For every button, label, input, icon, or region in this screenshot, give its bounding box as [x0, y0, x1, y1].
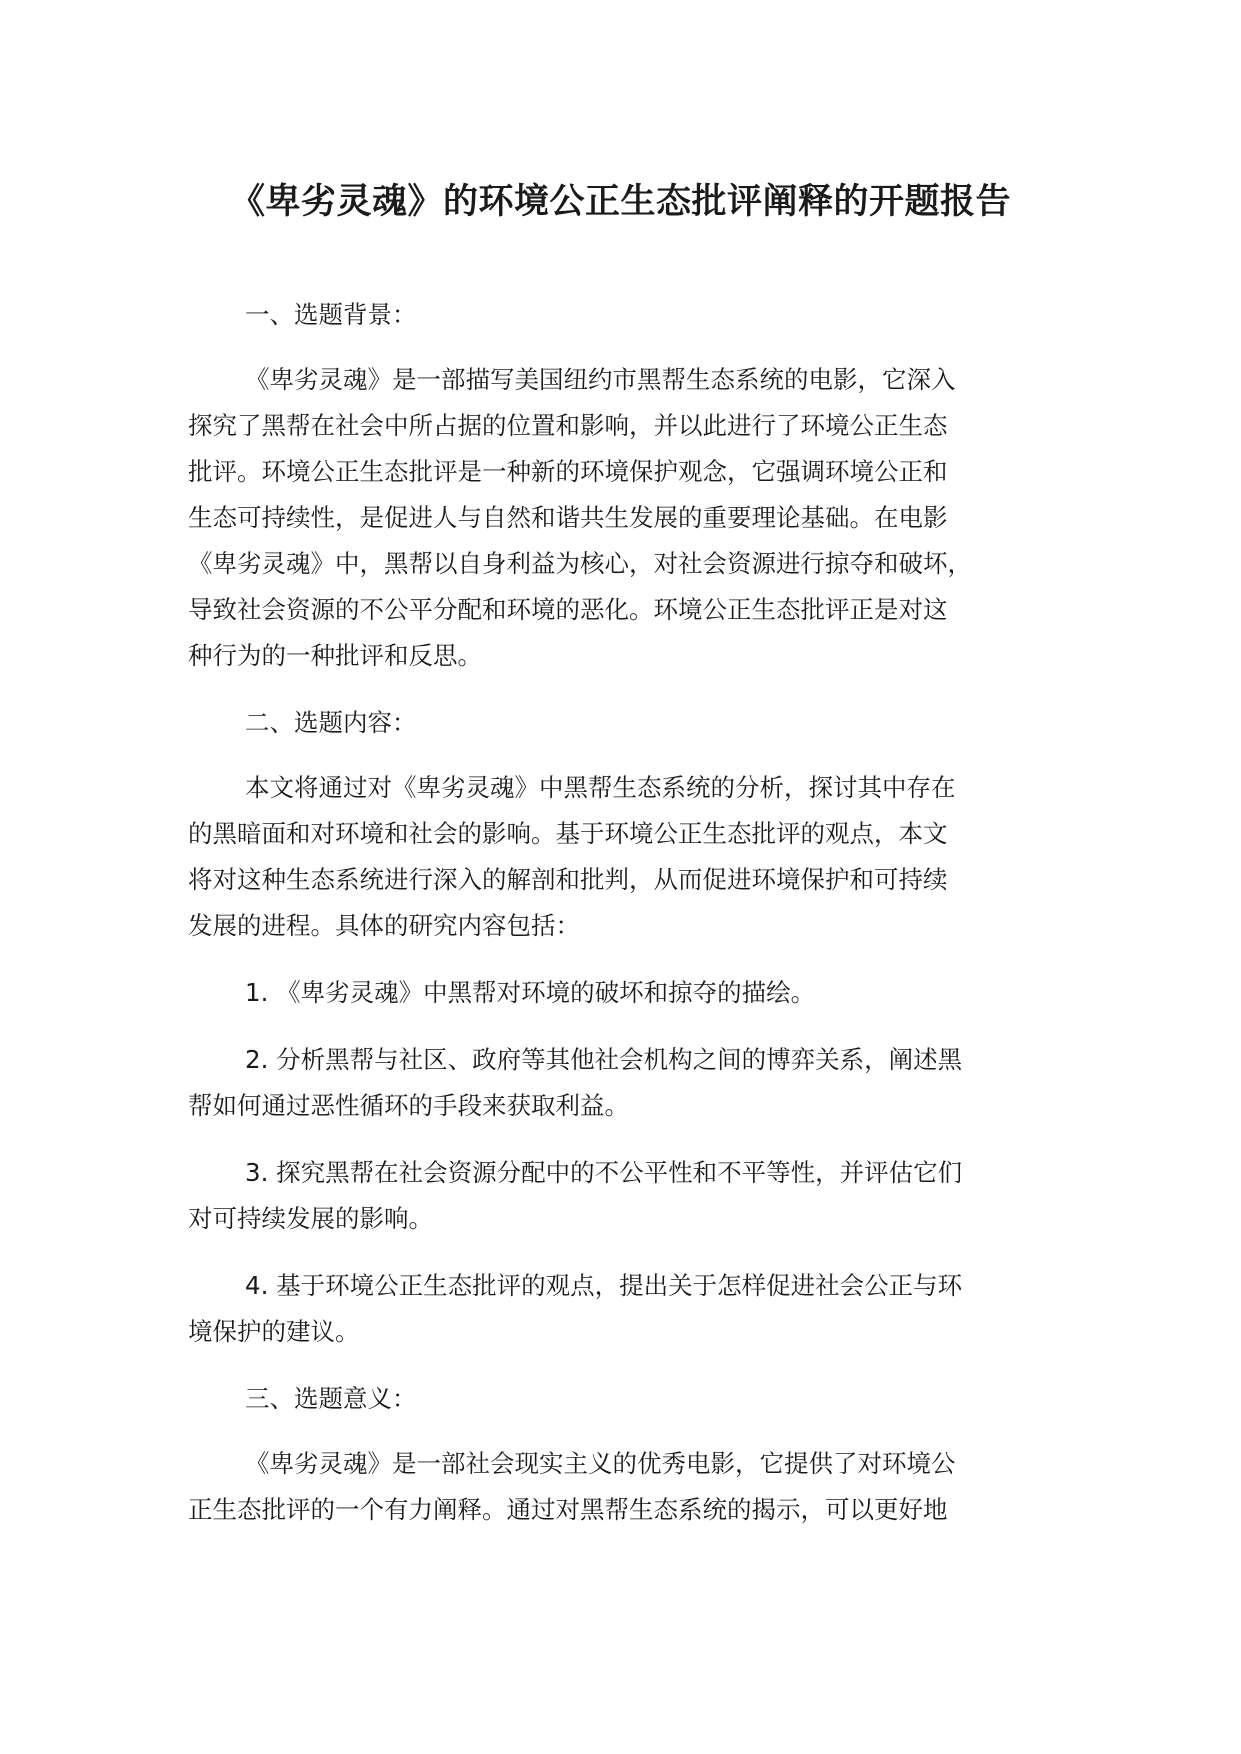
- paragraph-line: 批评。环境公正生态批评是一种新的环境保护观念，它强调环境公正和: [188, 457, 948, 486]
- document-title: 《卑劣灵魂》的环境公正生态批评阐释的开题报告: [229, 182, 1011, 222]
- paragraph-line: 种行为的一种批评和反思。: [188, 641, 482, 670]
- paragraph-line: 2. 分析黑帮与社区、政府等其他社会机构之间的博弈关系，阐述黑: [245, 1045, 963, 1074]
- section-heading-significance: 三、选题意义：: [245, 1384, 417, 1413]
- list-item-4: [188, 1263, 1054, 1355]
- document-body: [188, 292, 1054, 1533]
- paragraph-content-intro: [188, 765, 1054, 949]
- paragraph-line: 《卑劣灵魂》是一部社会现实主义的优秀电影，它提供了对环境公: [245, 1449, 956, 1478]
- paragraph-line: 境保护的建议。: [188, 1317, 360, 1346]
- paragraph-significance: [188, 1441, 1054, 1533]
- list-item-1: [188, 970, 1054, 1016]
- paragraph-line: 3. 探究黑帮在社会资源分配中的不公平性和不平等性，并评估它们: [245, 1158, 963, 1187]
- paragraph-line: 探究了黑帮在社会中所占据的位置和影响，并以此进行了环境公正生态: [188, 411, 948, 440]
- section-heading-background: 一、选题背景：: [245, 300, 417, 329]
- paragraph-line: 帮如何通过恶性循环的手段来获取利益。: [188, 1091, 629, 1120]
- list-item-3: [188, 1150, 1054, 1242]
- paragraph-line: 《卑劣灵魂》中，黑帮以自身利益为核心，对社会资源进行掠夺和破坏，: [188, 549, 972, 578]
- paragraph-line: 本文将通过对《卑劣灵魂》中黑帮生态系统的分析，探讨其中存在: [245, 773, 956, 802]
- list-item-2: [188, 1037, 1054, 1129]
- paragraph-line: 《卑劣灵魂》是一部描写美国纽约市黑帮生态系统的电影，它深入: [245, 365, 956, 394]
- paragraph-line: 1. 《卑劣灵魂》中黑帮对环境的破坏和掠夺的描绘。: [245, 978, 816, 1007]
- paragraph-background: [188, 357, 1054, 679]
- paragraph-line: 的黑暗面和对环境和社会的影响。基于环境公正生态批评的观点，本文: [188, 819, 948, 848]
- paragraph-line: 导致社会资源的不公平分配和环境的恶化。环境公正生态批评正是对这: [188, 595, 948, 624]
- paragraph-line: 正生态批评的一个有力阐释。通过对黑帮生态系统的揭示，可以更好地: [188, 1495, 948, 1524]
- paragraph-line: 生态可持续性，是促进人与自然和谐共生发展的重要理论基础。在电影: [188, 503, 948, 532]
- paragraph-line: 对可持续发展的影响。: [188, 1204, 433, 1233]
- paragraph-line: 发展的进程。具体的研究内容包括：: [188, 911, 580, 940]
- paragraph-line: 将对这种生态系统进行深入的解剖和批判，从而促进环境保护和可持续: [188, 865, 948, 894]
- section-heading-content: 二、选题内容：: [245, 708, 417, 737]
- paragraph-line: 4. 基于环境公正生态批评的观点，提出关于怎样促进社会公正与环: [245, 1271, 963, 1300]
